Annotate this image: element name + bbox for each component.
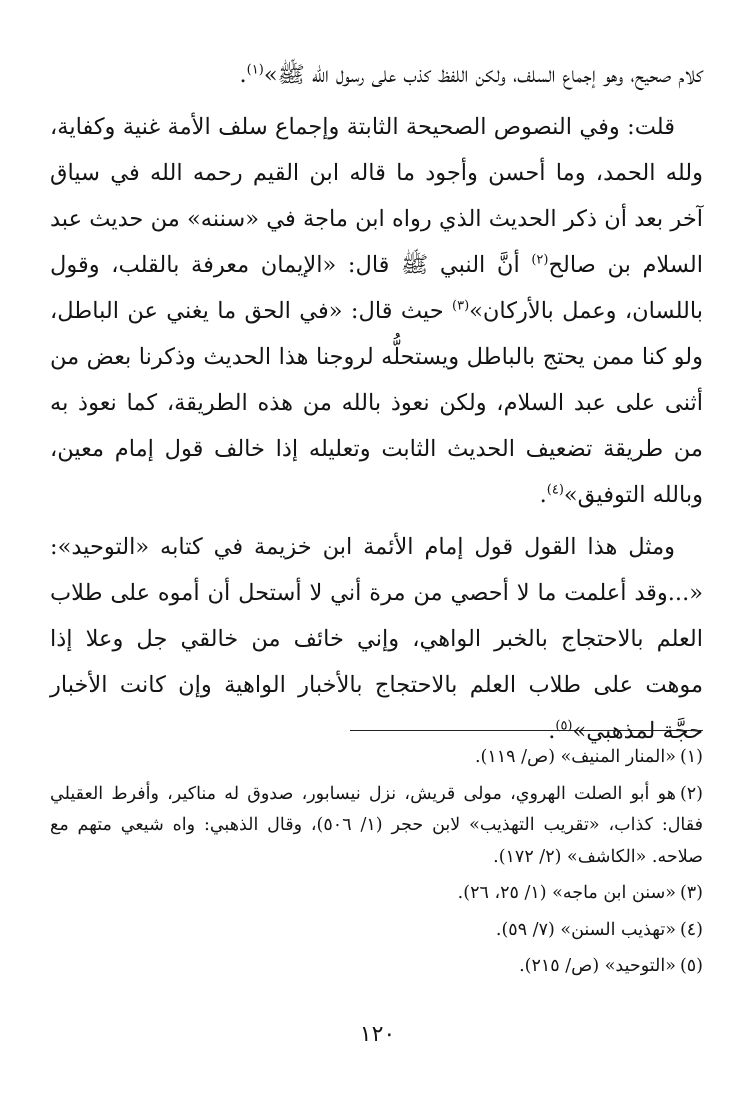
paragraph-2-text: قلت: وفي النصوص الصحيحة الثابتة وإجماع سلف الأمة غنية وكفاية، ولله الحمد، وما أحسن وأجود ما قاله ابن القيم رحمه الله في سياق آخر بعد أن ذكر الحديث الذي رواه ابن ماجة في «سننه» من حديث عبد السلام بن صالح <box>50 114 704 278</box>
footnote-ref-1[interactable]: (١) <box>246 62 264 78</box>
footnote-4-number: (٤) <box>679 919 703 940</box>
main-text <box>50 52 703 760</box>
paragraph-2-tail-3: . <box>539 482 547 508</box>
footnote-ref-5[interactable]: (٥) <box>555 718 573 734</box>
footnote-1 <box>50 742 703 774</box>
footnote-1-number: (١) <box>679 747 703 767</box>
footnotes <box>50 742 703 988</box>
footnote-1-text: «المنار المنيف» (ص/ ١١٩). <box>474 747 676 767</box>
footnote-2-text: هو أبو الصلت الهروي، مولى قريش، نزل نيسابور، صدوق له مناكير، وأفرط العقيلي فقال: كذاب، «تقريب التهذيب» لابن حجر (١/ ٥٠٦)، وقال الذهبي: واه شيعي متهم مع صلاحه. «الكاشف» (٢/ ١٧٢). <box>50 783 703 867</box>
footnote-5-text: «التوحيد» (ص/ ٢١٥). <box>519 956 676 976</box>
paragraph-2-tail: أنَّ النبي ﷺ قال: «الإيمان معرفة بالقلب، وقول باللسان، وعمل بالأركان» <box>50 252 704 324</box>
footnote-5 <box>50 951 703 983</box>
footnote-3-text: «سنن ابن ماجه» (١/ ٢٥، ٢٦). <box>457 883 676 903</box>
paragraph-1-text: كلام صحيح، وهو إجماع السلف، ولكن اللفظ كذب على رسول الله ﷺ» <box>263 62 703 88</box>
paragraph-1 <box>50 52 703 98</box>
footnote-4-text: «تهذيب السنن» (٧/ ٥٩). <box>495 919 676 940</box>
page-number: ١٢٠ <box>359 1022 396 1047</box>
paragraph-3 <box>50 524 703 754</box>
footnote-4 <box>50 915 703 947</box>
footnote-ref-3[interactable]: (٣) <box>452 298 470 314</box>
footnote-3 <box>50 878 703 910</box>
footnote-divider <box>350 730 703 731</box>
footnote-ref-2[interactable]: (٢) <box>531 252 549 268</box>
paragraph-1-tail: . <box>239 62 247 88</box>
paragraph-3-text: ومثل هذا القول قول إمام الأئمة ابن خزيمة في كتابه «التوحيد»: «...وقد أعلمت ما لا أحصي من مرة أني لا أستحل أن أموه على طلاب العلم بالاحتجاج بالخبر الواهي، وإني خائف من خالقي جل وعلا إذا موهت على طلاب العلم بالاحتجاج بالأخبار الواهية وإن كانت الأخبار حجَّة لمذهبي» <box>50 534 703 744</box>
footnote-2-number: (٢) <box>679 783 703 804</box>
footnote-5-number: (٥) <box>679 956 703 976</box>
footnote-3-number: (٣) <box>679 883 703 903</box>
footnote-2 <box>50 779 703 874</box>
paragraph-2 <box>50 104 703 518</box>
paragraph-2-tail-2: حيث قال: «في الحق ما يغني عن الباطل، ولو كنا ممن يحتج بالباطل ويستحلُّه لروجنا هذا الحديث وذكرنا بعض من أثنى على عبد السلام، ولكن نعوذ بالله من هذه الطريقة، كما نعوذ به من طريقة تضعيف الحديث الثابت وتعليله إذا خالف قول إمام معين، وبالله التوفيق» <box>50 298 703 508</box>
footnote-ref-4[interactable]: (٤) <box>546 482 564 498</box>
paragraph-3-tail: . <box>548 718 556 744</box>
